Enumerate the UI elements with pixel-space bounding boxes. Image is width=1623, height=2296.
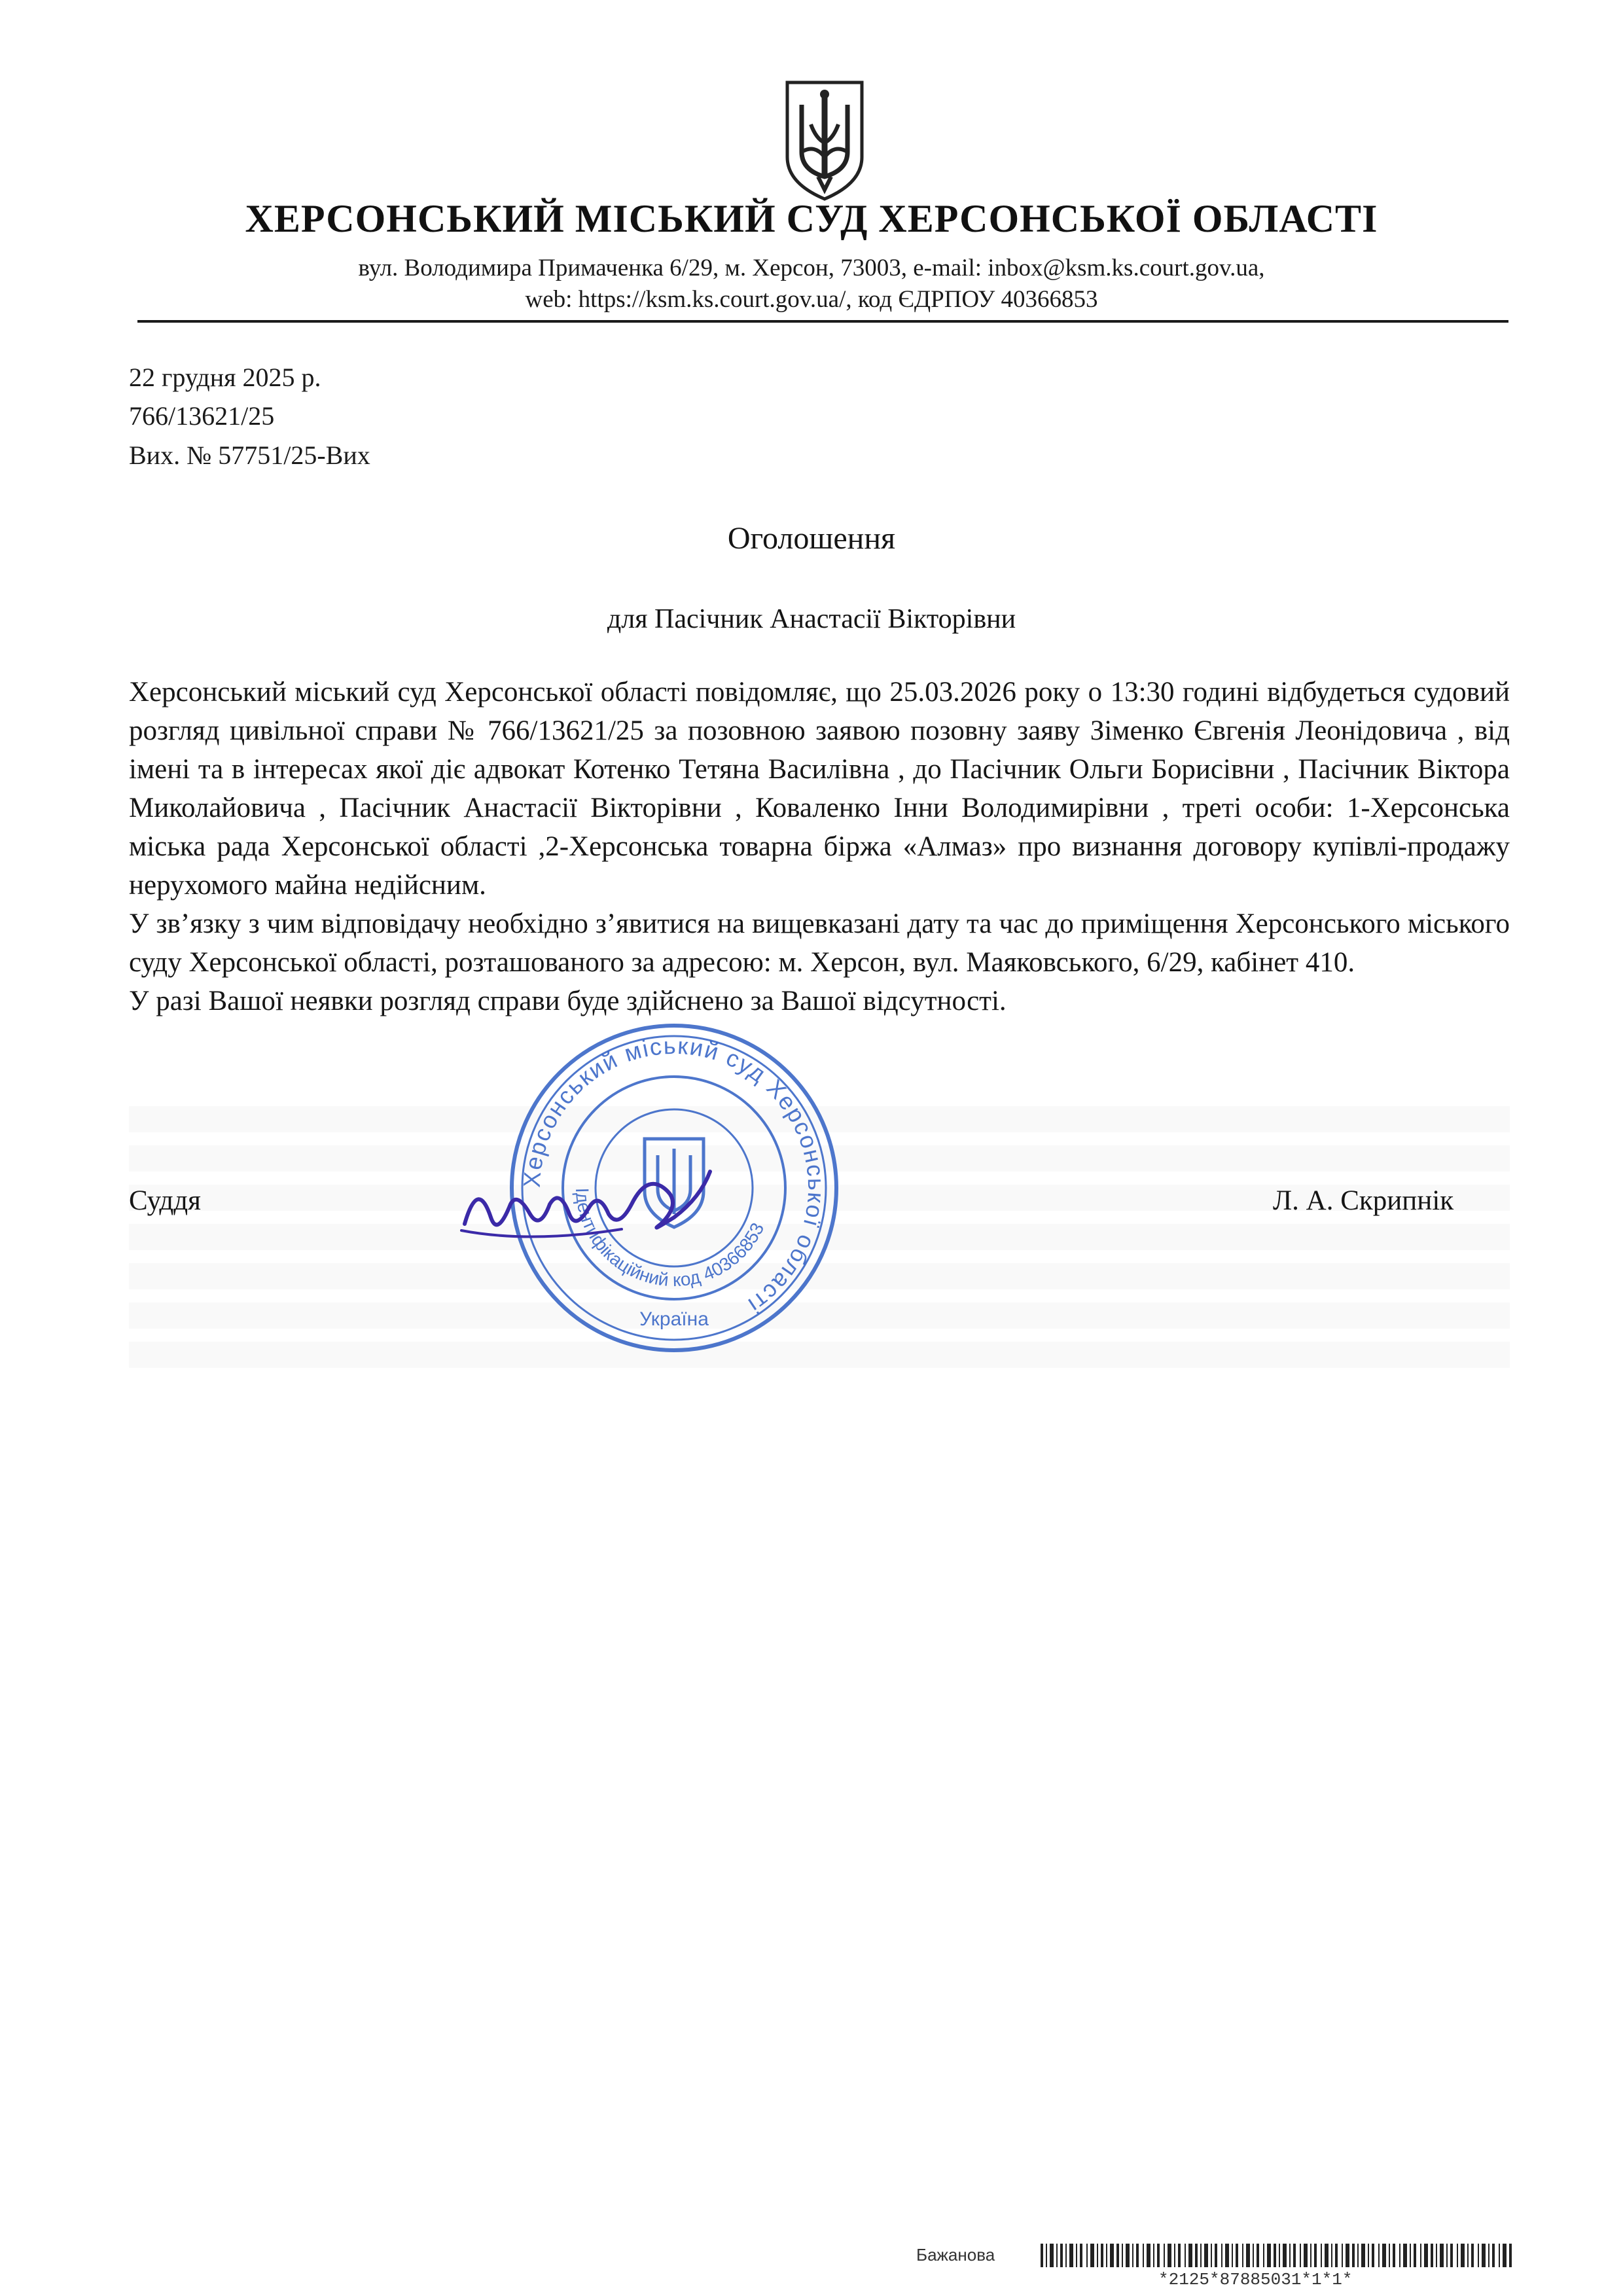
court-name: ХЕРСОНСЬКИЙ МІСЬКИЙ СУД ХЕРСОНСЬКОЇ ОБЛАСТІ bbox=[245, 197, 1378, 240]
outgoing-number: Вих. № 57751/25-Вих bbox=[129, 440, 370, 470]
judge-role-label: Суддя bbox=[129, 1185, 201, 1216]
notice-paragraph-appearance: У зв’язку з чим відповідачу необхідно з’явитися на вищевказані дату та час до приміщення Херсонського міського суду Херсонської області, розташованого за адресою: м. Херсон, вул. Маяковського, 6/29, кабінет 410. bbox=[129, 908, 1510, 978]
judge-name: Л. А. Скрипнік bbox=[1273, 1185, 1454, 1216]
stamp-outer-text: Херсонський міський суд Херсонської області bbox=[518, 1031, 830, 1320]
stamp-country: Україна bbox=[639, 1308, 709, 1330]
header-divider bbox=[137, 320, 1508, 323]
case-number: 766/13621/25 bbox=[129, 401, 275, 431]
stamp-inner-text: Ідентифікаційний код 40366853 bbox=[571, 1187, 768, 1291]
addressee-line: для Пасічник Анастасії Вікторівни bbox=[607, 604, 1016, 634]
barcode-label: Бажанова bbox=[916, 2245, 995, 2265]
judge-signature bbox=[452, 1152, 720, 1250]
notice-paragraph-absence: У разі Вашої неявки розгляд справи буде здійснено за Вашої відсутності. bbox=[129, 986, 1007, 1016]
court-address-line2: web: https://ksm.ks.court.gov.ua/, код ЄДРПОУ 40366853 bbox=[525, 286, 1098, 313]
notice-paragraph-hearing: Херсонський міський суд Херсонської області повідомляє, що 25.03.2026 року о 13:30 годині відбудеться судовий розгляд цивільної справи № 766/13621/25 за позовною заявою позовну заяву Зіменко Євгенія Леонідовича , від імені та в інтересах якої діє адвокат Котенко Тетяна Василівна , до Пасічник Ольги Борисівни , Пасічник Віктора Миколайовича , Пасічник Анастасії Вікторівни , Коваленко Інни Володимирівни , треті особи: 1-Херсонська міська рада Херсонської області ,2-Херсонська товарна біржа «Алмаз» про визнання договору купівлі-продажу нерухомого майна недійсним. bbox=[129, 677, 1510, 901]
document-date: 22 грудня 2025 р. bbox=[129, 363, 321, 392]
document-barcode bbox=[1041, 2244, 1512, 2267]
barcode-number: *2125*87885031*1*1* bbox=[1158, 2270, 1353, 2289]
coat-of-arms-icon bbox=[782, 79, 867, 203]
document-title: Оголошення bbox=[727, 521, 896, 556]
court-address-line1: вул. Володимира Примаченка 6/29, м. Херсон, 73003, e-mail: inbox@ksm.ks.court.gov.ua, bbox=[358, 255, 1265, 281]
notice-body bbox=[129, 673, 1510, 1020]
